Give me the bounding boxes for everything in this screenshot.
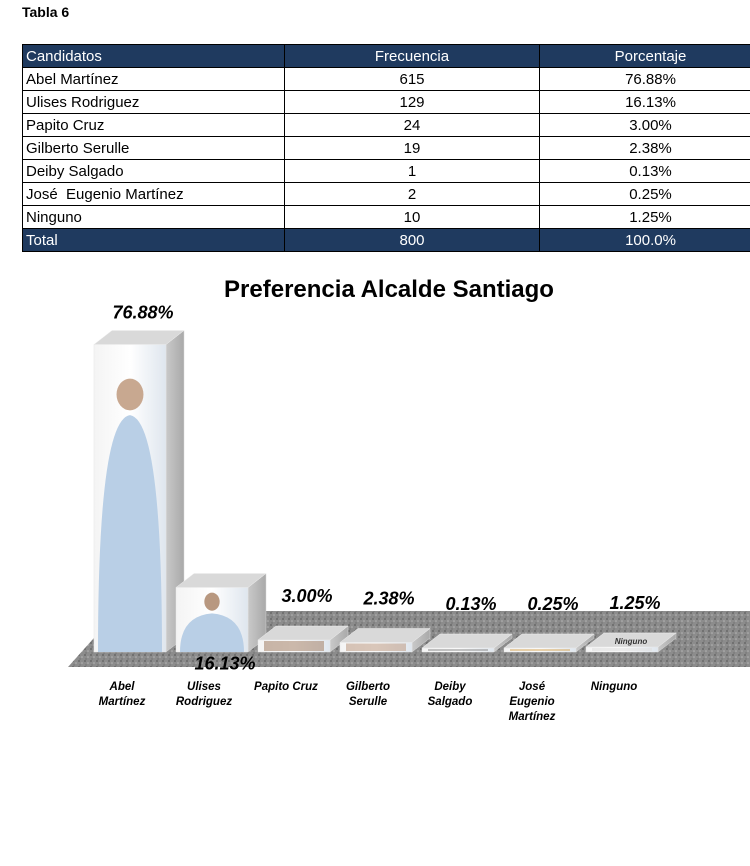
portrait-face xyxy=(204,593,219,611)
cell-frequency: 1 xyxy=(285,160,540,183)
table-row xyxy=(23,160,750,183)
bar xyxy=(340,628,430,652)
data-label: 2.38% xyxy=(363,588,415,609)
cell-frequency: 2 xyxy=(285,183,540,206)
portrait-face xyxy=(117,379,144,411)
category-label-line: Eugenio xyxy=(509,696,555,708)
cell-frequency: 129 xyxy=(285,91,540,114)
data-label: 76.88% xyxy=(112,302,174,323)
data-label: 3.00% xyxy=(281,586,333,606)
category-label-line: Martínez xyxy=(98,696,146,708)
cell-percentage: 76.88% xyxy=(540,68,750,91)
cell-percentage: 3.00% xyxy=(540,114,750,137)
cell-candidate: Ulises Rodriguez xyxy=(23,91,285,114)
cell-percentage: 0.25% xyxy=(540,183,750,206)
bar-photo-strip xyxy=(264,641,324,651)
category-label xyxy=(176,681,232,708)
table-row xyxy=(23,206,750,229)
cell-percentage: 2.38% xyxy=(540,137,750,160)
category-label-line: Ulises xyxy=(187,681,221,693)
bar-photo-strip xyxy=(510,649,570,651)
total-frequency: 800 xyxy=(285,229,540,252)
cell-candidate: Abel Martínez xyxy=(23,68,285,91)
table-header-row xyxy=(23,45,750,68)
category-label-line: Ninguno xyxy=(590,681,638,693)
cell-percentage: 16.13% xyxy=(540,91,750,114)
total-percentage: 100.0% xyxy=(540,229,750,252)
cell-candidate: Ninguno xyxy=(23,206,285,229)
cell-frequency: 615 xyxy=(285,68,540,91)
category-label-line: Salgado xyxy=(427,696,473,708)
bar xyxy=(258,626,348,652)
category-label-line: Martínez xyxy=(508,711,556,723)
total-label: Total xyxy=(23,229,285,252)
cell-candidate: Deiby Salgado xyxy=(23,160,285,183)
data-label: 0.25% xyxy=(527,594,579,614)
category-label xyxy=(346,681,390,708)
table-row xyxy=(23,91,750,114)
category-label xyxy=(591,681,638,693)
bar-photo-strip xyxy=(346,643,406,651)
header-porcentaje: Porcentaje xyxy=(540,45,750,68)
category-label-line: Rodriguez xyxy=(175,696,233,708)
header-frecuencia: Frecuencia xyxy=(285,45,540,68)
bar-inner-label: Ninguno xyxy=(614,637,648,646)
cell-percentage: 1.25% xyxy=(540,206,750,229)
bar-photo-strip xyxy=(428,649,488,651)
table-caption: Tabla 6 xyxy=(22,4,70,20)
category-label-line: Serulle xyxy=(348,696,388,708)
table-row xyxy=(23,137,750,160)
table-row xyxy=(23,68,750,91)
results-table xyxy=(22,44,750,252)
category-label-line: Abel xyxy=(109,681,135,693)
category-label xyxy=(99,681,146,708)
category-label-line: Deiby xyxy=(434,681,466,693)
preference-bar-chart xyxy=(0,300,750,760)
category-label xyxy=(428,681,473,708)
category-label-line: Papito Cruz xyxy=(254,681,318,693)
table-row xyxy=(23,114,750,137)
cell-frequency: 24 xyxy=(285,114,540,137)
bar xyxy=(94,330,184,652)
cell-frequency: 10 xyxy=(285,206,540,229)
data-label: 1.25% xyxy=(609,593,661,613)
header-candidatos: Candidatos xyxy=(23,45,285,68)
chart-title: Preferencia Alcalde Santiago xyxy=(224,276,554,303)
table-row xyxy=(23,183,750,206)
cell-candidate: Papito Cruz xyxy=(23,114,285,137)
category-label xyxy=(509,681,556,723)
category-label xyxy=(254,681,318,693)
table-total-row xyxy=(23,229,750,252)
cell-percentage: 0.13% xyxy=(540,160,750,183)
cell-frequency: 19 xyxy=(285,137,540,160)
cell-candidate: Gilberto Serulle xyxy=(23,137,285,160)
bar xyxy=(176,573,266,652)
cell-candidate: José Eugenio Martínez xyxy=(23,183,285,206)
category-label-line: José xyxy=(518,681,546,693)
data-label: 16.13% xyxy=(194,653,256,674)
data-label: 0.13% xyxy=(445,594,497,614)
bar-photo-strip xyxy=(592,648,652,651)
category-label-line: Gilberto xyxy=(345,681,391,693)
